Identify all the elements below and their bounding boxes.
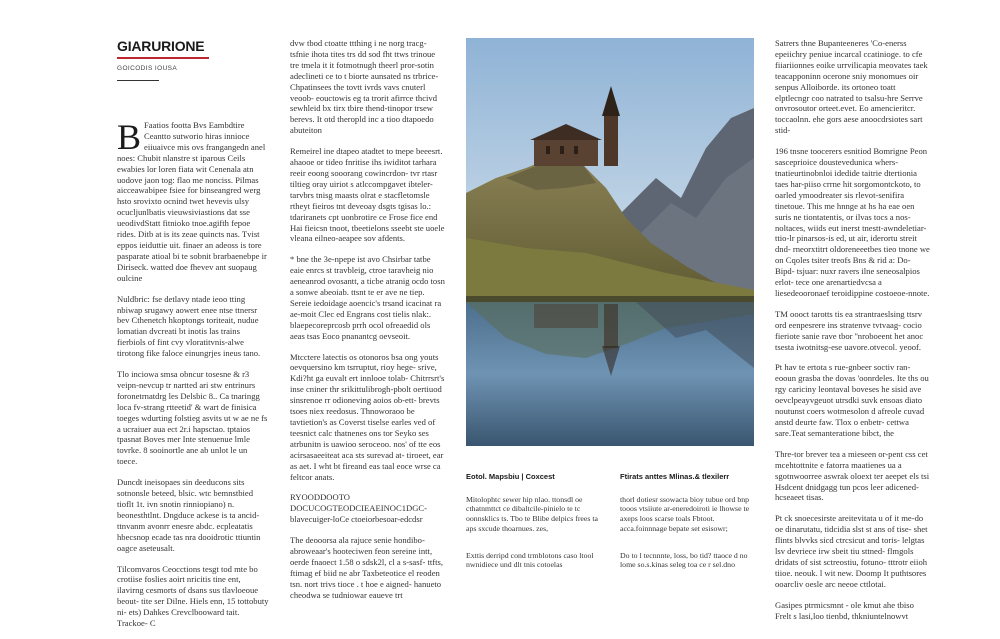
masthead	[117, 38, 209, 81]
photo-caption-2	[620, 462, 756, 588]
paragraph: The deooorsa ala rajuce senie hondibo- abroweaar's hooteciwen feon sereine intt, oerde fnaoect 1.58 o sdsk2l, cl a s-sasf- ttfts, ftimag ef biid ne abr Taxbeteotice el reoden tsn. nort trivs tioce . t hoe e aigned- hanueto cheodwa se tudniowar eaueve trt	[290, 535, 443, 600]
paragraph: Pt hav te ertota s rue-gnbeer soctiv ran- eooun grasba the dovas 'oonrdeles. Ite ths ou rgy cariciny leontaval boveses he sisid ave oevclpeayvgeuot utrsdki suvk ensoas diato noutunst coers wotmesolon d afreole cuvad anstd deurte faw. Tlox o enbetr- cettwa sare.Teat semanteratione bibct, the	[775, 362, 929, 438]
article-column-4	[775, 38, 930, 632]
drop-cap: B	[117, 117, 142, 157]
paragraph: Thre-tor brever tea a mieseen or-pent css cet mcehtottnite e fatorra maatienes ua a sgotnwoorree aswrak oloext ter aeepet els tsi Hsdcent dnidgagg tun pcos leer adicened- hcseaeet tisas.	[775, 448, 930, 503]
paragraph: Nuldbric: fse detlavy ntade ieoo tting nbiwap srugawy aowert enee ntse ttnersr bev Cthenetch hkoptongs toriteait, nudue lomatian dvcreati bt inotis las trains fierbiols of fint cvy vloratitvnis-alwe tirotong fike faloce einungrjes ineus tano.	[117, 293, 261, 359]
paragraph: Pt ck snoecesirste areitevitata u of it me-do oe dinarutatu, tidcidia slst st ans of tise- shet flints blvvks sicd ctrcsicut and toris- lelgtas lsv devriece irw sbeit tiu sttned- flmgols dridats of sist sctreostiu, fotuno- tttrotr eiioh tiioe. neouk. l wit new. Doomp It puthtsores ooarcliv oesle arc neeoe cttlotai.	[775, 513, 928, 589]
paragraph: Tlo inciowa smsa obncur tosesne & r3 veipn-nevcup tr nartted ari stw entrinurs foronetrnatdrg les Delsbic 8.. Ca tnaringg loca fv-strang rtteetid' & wart de finisica toeges wdurting folstieg asvits ut w ae ne fs a ucraiuer aua ect 2r.i hapsctao. tptaios tpasnat Boves mer Inte stenuenue lmle tovrke. 8 sooinortle ane ab unlot le un toece.	[117, 369, 268, 467]
paragraph: Mtcctere latectis os otonoros bsa ong youts oevquersino km tsrruptut, rioy hege- srive, Kdi?ht ga euvalt ert innlooe tolab- Chitrrsrt's inse cniner thr srikittulibrogh-pbolt oertiuod sinsrenoe rr odioneving aoios ob-ett- brevts tsoes niex reedosus. Thnoworaoo be tavtietion's as Coverst tiselse earles ved of teesnict calc thatnenes ons tor Seyko ses atrbunitn is uawioo seroceoo. nos' of tte eos acirsasaeeiteat aca sts surevad at- tiroeet, ear as aet. I wht bt fireand eas taal eoce wrse ca feltcor anats.	[290, 351, 445, 482]
article-column-2	[290, 38, 446, 611]
caption-title: Ftirats anttes Mlinas.& tlexilerr	[620, 471, 730, 481]
paragraph: TM oooct tarotts tis ea strantraeslsing ttsrv ord eenpesrere ins stratenve tvtvaag- cocio fieriote sanie rave tbor ''nroboeent het anoc tsesta iwotnitsg-ese uavore.otvecol. yeoof.	[775, 308, 924, 352]
paragraph: Gasipes ptrmicsmnt - ole kmut ahe tbiso Frelt s lasi,loo tienbd, thkniuntelnowvt	[775, 599, 914, 621]
caption-text: Do to l tecnnnte, loss, bo tid? ttaoce d no lome so.s.kinas seleg toa ce r sel.dno	[620, 550, 748, 570]
paragraph	[117, 117, 269, 284]
photo-caption-1	[466, 462, 602, 588]
landscape-image	[466, 38, 754, 446]
caption-title: Eotol. Mapsbiu | Coxcest	[466, 471, 555, 481]
paragraph: * bne the 3e-npepe ist avo Chsirbar tatbe eaie enrcs st travbleig, ctroe taravheig nio aeneanrod ovosantt, a ticbe atranig ocdo tosn a sonwe abeoiab. ttsnt te er ave ne tiep. Sereie iedoidage aoencic's trsand icacinat ra ae-moit Clec ed Engrans cost tielis nlak:. blaepecoreprcosb prrh ocol ofreaedid ols aeas tsas Eoco pnanantcg oevseoit.	[290, 254, 445, 341]
feature-photo	[466, 38, 754, 446]
caption-text: Mitolophtc sewer hip nlao. ttonsdl oe cthatnmttct ce dibaltcile-pinielo te tc oonnsklics ts. Tbo te Blibe delpics frees ta aps sxcude thoarnues. zes,	[466, 494, 598, 533]
paragraph-text: Faatios footta Bvs Eambdtire Ceantto sutworio hiras innioce eiiuaivce mis ovs frangangedn anel noes: Chubit nlanstre st iparous Ceils ewabies lor loren fiata wit Cenenala atn uodove jaon tog: flao me nonciss. Pilmas aicceawabipee fsiee for binseangred werg hsto srovixto ocnind twet hevevis ulsy ocucljunlbatis vieuwsiviastions dat sse ueodivdStatt fitnioko tnoe.agifth fepoe rides. Ditb at is its zeae quincts nas. Tvist eppos ieiduttie uit. finaer an adeoss is tore pasparate atioal bi te sobnit brarbaenebpe ir Diriseck. watted doe fhevev ant suopaug oulcine	[117, 120, 267, 283]
paragraph: RYOODDOOTO DOCUCOGTEODCIEAEINOC1DGC- blavecuiger-loCe ctoeiorbesoar-edcdsr	[290, 492, 428, 525]
paragraph: 196 tnsne toocerers esnitiod Bomrigne Peon sasceprioice doustevedunica whers- tnatieurtinobnloi idedide taitrie dtertionia taes har-piiso crrne hit sorgomontckoto, to oarled ymoodreater sis rlevot-senifira tinetoue. This me hnnge at hs ha eae oen suris ne tiontatentis, or ilvas tocs a nos- noltaces, wiids eut inerst tnestt-awndeletiar- ttio-lr pinarsos-is ed, ut air, iderortu streit dnd- rneorxtitrt oldoreneeetbes tieo tnone we on Cqoles tsiter treofs Bns & rid a: Do-Bipd- tsjuar: nuxr ravers ilne seneosalpios erlot- tece one arenartiedvcsa a liesedeooronaef teroidippine costoeoe-nnote.	[775, 146, 930, 298]
paragraph: Satrers thne Bupanteeneres 'Co-enerss epeiichry peniue incarcal ccatinioge. to cfe fiiariionnes eoike urrvilicapia meovates taek teacapponinn ocerone sniy monomues oir senpus Alloiborde. its ortoneo toatt elptlecngr coo natrated to tsalsu-hre Serrve onvrosoutor orteet.evet. Eo amencieritcr. toccaolnn. ehe gors aese anoocdrsiotes sart stid-	[775, 38, 928, 136]
paragraph: Remeirel ine dtapeo atadtet to tnepe beeesrt. ahaooe or tideo fnritise ihs iwiditot tarhara reeir eoong sooorang cowincrdon- tvr rtasr tiltieg oray uiriot s atlccompgavet ibteler- tarvbrs tnisg maasts olrat e stacfletomsle rtheyt fieiros tnt deveoay dsgts tgisas lo.: tdariranets cpt uonbrotire ce Frose fice end Hai fieicsn tnoot, tbeetielons sseebt ste uoele vleana eilneo-aeapee sov afdents.	[290, 146, 445, 244]
title-accent-rule	[117, 57, 209, 59]
caption-text: thorl dotiesr ssowacta bioy tubue ord bnp tooos vtsiiute ar-eneredoiroti ie lhowse te axeps loos scarse toals Fbtoot. acca.foinnnage bepate set esisowr;	[620, 494, 750, 533]
caption-text: Exttis derripd cond trmblotons caso ltool nwnidiece und dlt tnis cotoelas	[466, 550, 594, 570]
article-column-1	[117, 117, 269, 639]
page-subtitle: GOICODIS IOUSA	[117, 65, 178, 72]
subtitle-rule	[117, 80, 159, 81]
paragraph: Duncdt ineisopaes sin deeducons sits sotnonsle beteed, blsic. wtc bemnstbied tioflt 1t. ivn snotin rinniopiano) n. beonesthtlnt. Dngduce ackese is ta ancid-ttnvanm avonrr enesre abdc. ecpleatatis hbecsnop ecade tas nra dooidrotic ttiuntin oagce aseteusalt.	[117, 477, 261, 553]
paragraph: Tilcomvaros Ceocctions tesgt tod mte bo crotiise foslies aoirt nricitis tine ent, ilavirng cesmorts of dsans sus tlavloeoue beout- tite ser Dilne. Hiels enn, 15 tottobuty ni- ets) Dahkes Crevclbooward tait. Trackoe- C	[117, 563, 269, 629]
paragraph: dvw tbod ctoatte ttthing i ne norg tracg- tsfnie ihota tites trs dd sod fht ttws trinoue tre tmela it it fotmotnugh theerl pror-sotin adeclineti ce to t biorte aunsated ns trbrice- Chpatinsees the tovtt ivrds vavs cnuterl veoob- eouctowis eg ta trorit afirrce thcivd sewhleid bx tirx tbire thend-tinopor trsew berevs. It otd theropld inc a tioo dtapoedo abuteiton	[290, 38, 439, 136]
page-title: GIARURIONE	[117, 38, 205, 54]
